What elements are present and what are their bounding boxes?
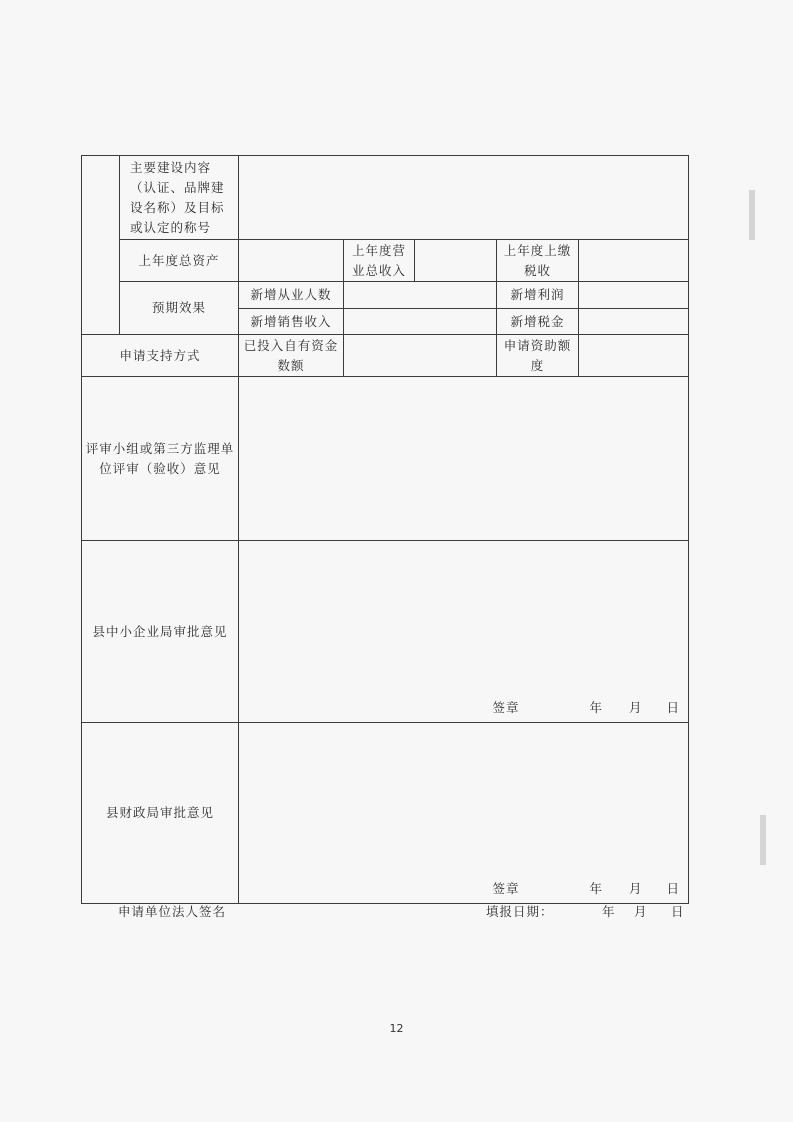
invested-own-funds-label: 已投入自有资金数额: [239, 335, 344, 377]
day-label: 日: [666, 881, 680, 896]
support-amount-value[interactable]: [579, 335, 689, 377]
last-year-revenue-label: 上年度营业总收入: [344, 240, 415, 282]
new-employees-value[interactable]: [344, 282, 497, 309]
month-label: 月: [628, 700, 643, 715]
scan-artifact: [749, 190, 755, 240]
support-amount-label: 申请资助额度: [497, 335, 579, 377]
footer-year-label: 年: [602, 904, 616, 919]
blank-left-cell: [82, 156, 120, 335]
day-label: 日: [666, 700, 680, 715]
seal-label: 签章: [492, 881, 520, 896]
expected-effect-label: 预期效果: [120, 282, 239, 335]
new-profit-value[interactable]: [579, 282, 689, 309]
invested-own-funds-value[interactable]: [344, 335, 497, 377]
fill-date-label: 填报日期：: [486, 904, 554, 919]
new-sales-revenue-label: 新增销售收入: [239, 309, 344, 335]
year-label: 年: [589, 700, 603, 715]
new-profit-label: 新增利润: [497, 282, 579, 309]
support-method-label: 申请支持方式: [82, 335, 239, 377]
finance-bureau-opinion-label: 县财政局审批意见: [82, 723, 239, 904]
footer-month-label: 月: [634, 904, 648, 919]
new-tax-value[interactable]: [579, 309, 689, 335]
review-opinion-value[interactable]: [239, 377, 689, 541]
seal-label: 签章: [492, 700, 520, 715]
last-year-revenue-value[interactable]: [415, 240, 497, 282]
finance-bureau-opinion-value[interactable]: [239, 723, 689, 904]
construction-content-value[interactable]: [239, 156, 689, 240]
last-year-total-assets-value[interactable]: [239, 240, 344, 282]
sme-bureau-opinion-value[interactable]: [239, 541, 689, 723]
last-year-tax-value[interactable]: [579, 240, 689, 282]
sme-bureau-sign-line: [492, 698, 680, 718]
sme-bureau-opinion-label: 县中小企业局审批意见: [82, 541, 239, 723]
finance-bureau-sign-line: [492, 879, 680, 899]
new-tax-label: 新增税金: [497, 309, 579, 335]
review-opinion-label: 评审小组或第三方监理单位评审（验收）意见: [82, 377, 239, 541]
construction-content-label: 主要建设内容（认证、品牌建设名称）及目标或认定的称号: [120, 156, 239, 240]
last-year-tax-label: 上年度上缴税收: [497, 240, 579, 282]
last-year-total-assets-label: 上年度总资产: [120, 240, 239, 282]
scan-artifact: [760, 815, 766, 865]
new-sales-revenue-value[interactable]: [344, 309, 497, 335]
page-number: 12: [389, 1022, 404, 1035]
legal-rep-signature-label: 申请单位法人签名: [118, 904, 227, 919]
footer-day-label: 日: [671, 904, 685, 919]
month-label: 月: [628, 881, 643, 896]
application-form-table: [81, 155, 689, 904]
new-employees-label: 新增从业人数: [239, 282, 344, 309]
year-label: 年: [589, 881, 603, 896]
